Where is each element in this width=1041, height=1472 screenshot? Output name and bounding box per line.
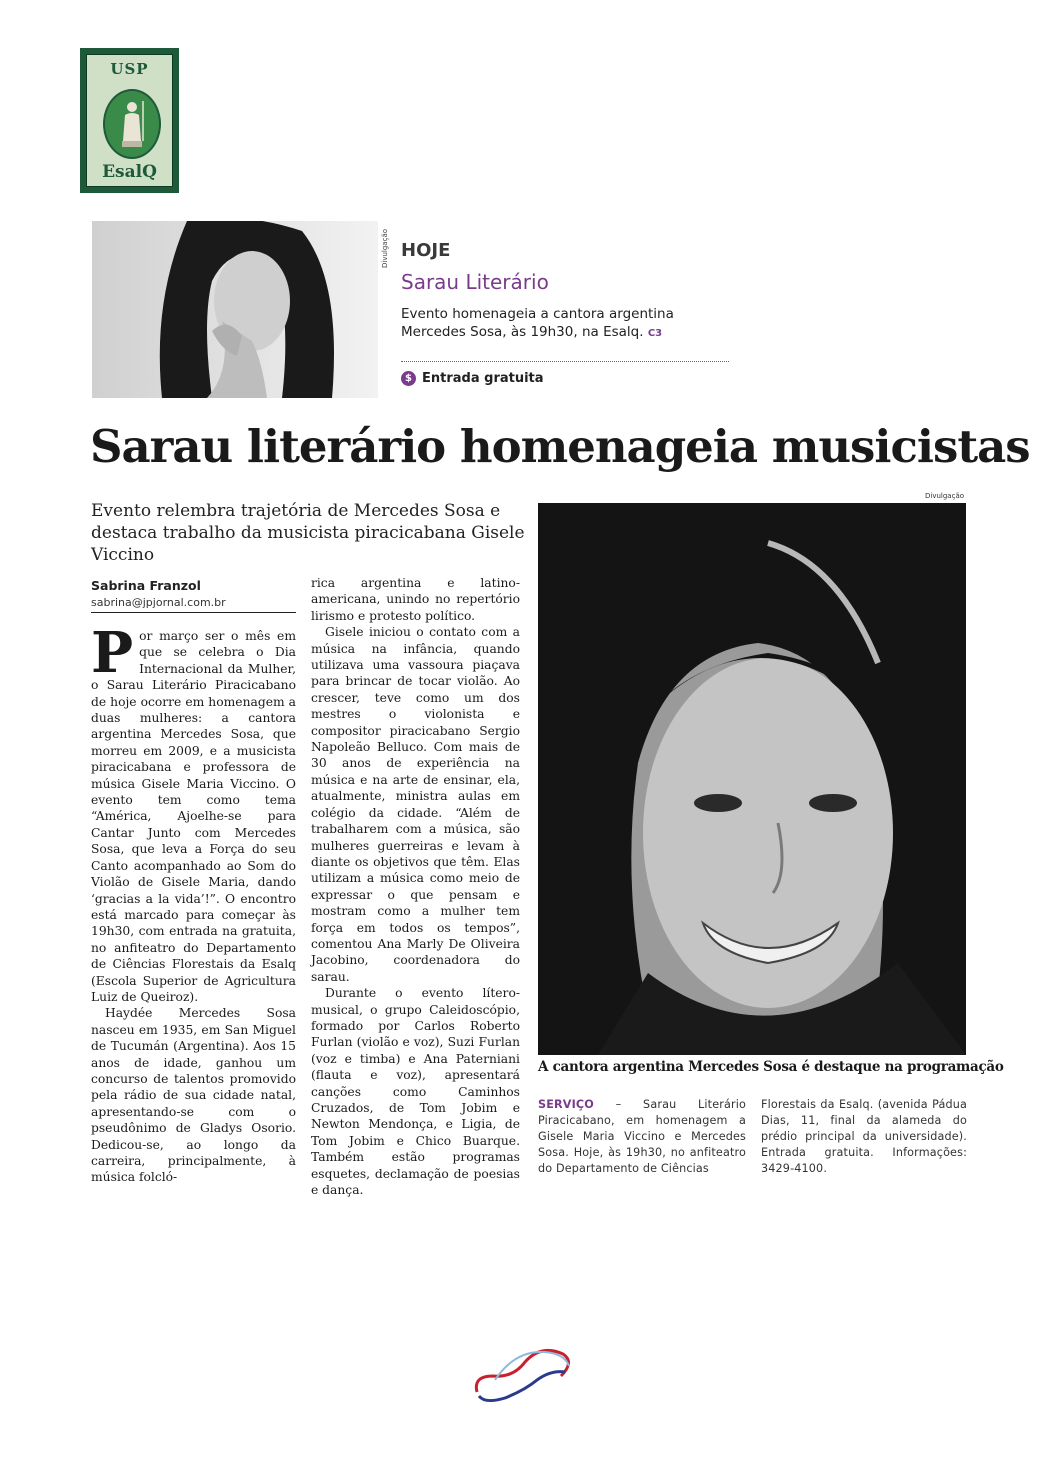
paragraph-text: or março ser o mês em que se celebra o Dia Internacional da Mulher, o Sarau Literário Piracicabano de hoje ocorre em homenagem a duas mulheres: a cantora argentina Mercedes Sosa, que morreu em 2009, e a musicista piracicabana e professora de música Gisele Maria Viccino. O evento tem como tema “América, Ajoelhe-se para Cantar Junto com Mercedes Sosa, que leva a Força do seu Canto acompanhado ao Som do Violão de Gisele Maria, dando ‘gracias a la vida’!”. O encontro está marcado para começar às 19h30, com entrada na gratuita, no anfiteatro do Departamento de Ciências Florestais da Esalq (Escola Superior de Agricultura Luiz de Queiroz). [91,629,296,1004]
article-paragraph: Gisele iniciou o contato com a música na infância, quando utilizava uma vassoura piaçava para brincar de tocar violão. Ao crescer, teve como um dos mestres o violonista e compositor piracicabano Sergio Napoleão Belluco. Com mais de 30 anos de experiência na música e na arte de ensinar, ela, atualmente, ministra aulas em colégio da cidade. “Além de trabalharem com a música, são mulheres guerreiras e levam à diante os objetivos que têm. Elas utilizam a música como meio de expressar o que pensam e mostram como a mulher tem força em todos os tempos”, comentou Ana Marly De Oliveira Jacobino, coordenadora do sarau. [311,625,520,984]
article-column-1 [91,620,296,1186]
photo-caption: A cantora argentina Mercedes Sosa é destaque na programação [538,1059,1004,1075]
article-column-2 [311,575,520,1198]
service-box-column-1 [538,1097,746,1177]
service-label: SERVIÇO [538,1098,594,1111]
teaser-divider [401,361,729,362]
teaser-photo [92,221,378,398]
esalq-logo [80,48,179,193]
logo-emblem [103,89,161,159]
teaser-description-text: Evento homenageia a cantora argentina Mercedes Sosa, às 19h30, na Esalq. [401,306,674,340]
teaser-title: Sarau Literário [401,270,549,294]
teaser-description [401,305,701,343]
byline-email: sabrina@jpjornal.com.br [91,596,226,609]
byline-divider [91,612,296,613]
service-box-column-2: Florestais da Esalq. (avenida Pádua Dias, 11, final da alameda do prédio principal da universidade). Entrada gratuita. Informações: 3429-4100. [761,1098,967,1175]
article-subhead: Evento relembra trajetória de Mercedes Sosa e destaca trabalho da musicista piracicabana Gisele Viccino [91,501,525,565]
teaser-photo-credit: Divulgação [381,228,389,268]
teaser-free-entry [401,371,544,386]
service-text: – Sarau Literário Piracicabano, em homenagem a Gisele Maria Viccino e Mercedes Sosa. Hoje, às 19h30, no anfiteatro do Departamento de Ciências [538,1098,746,1175]
logo-bottom-text: EsalQ [102,162,157,182]
article-paragraph: Haydée Mercedes Sosa nasceu em 1935, em San Miguel de Tucumán (Argentina). Aos 15 anos de idade, ganhou um concurso de talentos promovido pela rádio de sua cidade natal, apresentando-se com o pseudônimo de Gladys Osorio. Dedicou-se, ao longo da carreira, principalmente, à música folcló- [91,1006,296,1185]
teaser-free-label: Entrada gratuita [422,371,544,386]
main-photo-credit: Divulgação [925,492,965,500]
teaser-page-ref: C3 [647,328,663,339]
article-paragraph: rica argentina e latino-americana, unindo no repertório lirismo e protesto político. [311,576,520,623]
byline-author: Sabrina Franzol [91,578,201,593]
logo-top-text: USP [110,60,149,78]
article-paragraph: Durante o evento lítero-musical, o grupo Caleidoscópio, formado por Carlos Roberto Furlan (violão e voz), Suzi Furlan (voz e timba) e Ana Paterniani (flauta e voz), apresentará canções como Caminhos Cruzados, de Tom Jobim e Newton Mendonça, e Ligia, de Tom Jobim e Chico Buarque. Também estão programas esquetes, declamação de poesias e dança. [311,986,520,1198]
footer-swirl-logo [465,1340,575,1410]
dollar-circle-icon: $ [401,371,416,386]
article-paragraph [91,620,296,1005]
main-photo [538,503,966,1055]
teaser-kicker: HOJE [401,240,451,261]
article-headline: Sarau literário homenageia musicistas [90,420,1030,473]
dropcap: P [91,620,134,686]
